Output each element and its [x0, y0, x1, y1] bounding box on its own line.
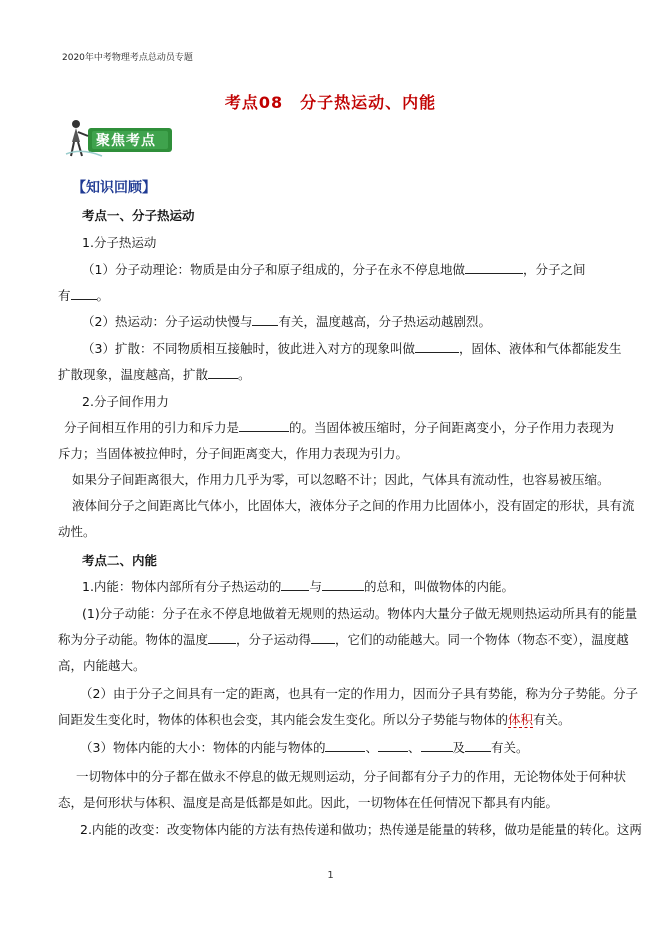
page-title: 考点08 分子热运动、内能 [224, 93, 437, 112]
text-span: ，它们的动能越大。同一个物体（物态不变），温度越 [335, 632, 629, 647]
s1-sub1: 1.分子热运动 [82, 235, 157, 250]
answer-blank [421, 738, 453, 752]
s2-p2-line1: (1)分子动能：分子在永不停息地做着无规则的热运动。物体内大量分子做无规则热运动所具有的能量 [82, 606, 638, 621]
text-span: 分子间相互作用的引力和斥力是 [64, 420, 240, 435]
section-title: 【知识回顾】 [72, 180, 156, 196]
text-span: 1.内能：物体内部所有分子热运动的 [82, 579, 282, 594]
answer-blank [322, 577, 364, 591]
highlighted-term: 体积 [508, 712, 534, 727]
s1-p3-line1 [82, 338, 622, 360]
text-span: 间距发生变化时，物体的体积也会变，其内能会发生变化。所以分子势能与物体的 [58, 712, 509, 727]
s2-p3-line2 [58, 709, 603, 731]
text-span: （1）分子动理论：物质是由分子和原子组成的，分子在永不停息地做 [82, 262, 465, 277]
focus-banner [62, 118, 174, 160]
document-header: 2020年中考物理考点总动员专题 [62, 53, 193, 63]
text-span: 及 [452, 740, 466, 755]
answer-blank [325, 738, 365, 752]
s2-p2-line2 [58, 629, 629, 651]
text-span: 有 [58, 288, 71, 303]
answer-blank [239, 418, 289, 432]
s2-p6: 2.内能的改变：改变物体内能的方法有热传递和做功；热传递是能量的转移，做功是能量的转化。这两 [80, 822, 642, 837]
answer-blank [311, 630, 335, 644]
text-span: ，固体、液体和气体都能发生 [458, 341, 622, 356]
answer-blank [378, 738, 408, 752]
answer-blank [71, 286, 97, 300]
text-span: （2）热运动：分子运动快慢与 [82, 314, 253, 329]
s1-p3-line2 [58, 364, 603, 386]
text-span: 有关。 [491, 740, 529, 755]
text-span: 、 [365, 740, 378, 755]
s2-p4 [80, 737, 625, 759]
text-span: （3）物体内能的大小：物体的内能与物体的 [80, 740, 326, 755]
text-span: 有关，温度越高，分子热运动越剧烈。 [278, 314, 491, 329]
s1-p6-line2: 动性。 [58, 524, 96, 539]
s2-p5-line2: 态，是何形状与体积、温度是高是低都是如此。因此，一切物体在任何情况下都具有内能。 [58, 795, 559, 810]
s2-heading: 考点二、内能 [82, 553, 158, 568]
s1-p5: 如果分子间距离很大，作用力几乎为零，可以忽略不计；因此，气体具有流动性，也容易被压缩。 [72, 472, 610, 487]
text-span: 。 [238, 367, 251, 382]
answer-blank [465, 738, 491, 752]
text-span: 。 [96, 288, 110, 303]
s2-p1 [82, 576, 627, 598]
s1-p4-line2: 斥力；当固体被拉伸时，分子间距离变大，作用力表现为引力。 [58, 446, 409, 461]
s1-heading: 考点一、分子热运动 [82, 208, 195, 223]
text-span: 的。当固体被压缩时，分子间距离变小，分子作用力表现为 [289, 420, 615, 435]
s1-p6-line1: 液体间分子之间距离比气体小，比固体大，液体分子之间的作用力比固体小，没有固定的形状，具有流 [72, 498, 635, 513]
text-span: ，分子运动得 [236, 632, 312, 647]
text-span: （3）扩散：不同物质相互接触时，彼此进入对方的现象叫做 [82, 341, 415, 356]
text-span: 称为分子动能。物体的温度 [58, 632, 209, 647]
s2-p3-line1: （2）由于分子之间具有一定的距离，也具有一定的作用力，因而分子具有势能，称为分子势能。分子 [80, 686, 638, 701]
banner-label: 聚焦考点 [96, 133, 156, 149]
text-span: 、 [407, 740, 421, 755]
answer-blank [415, 339, 459, 353]
s1-p1-line1 [82, 259, 602, 281]
text-span: 与 [309, 579, 322, 594]
s1-sub2: 2.分子间作用力 [82, 394, 169, 409]
text-span: 有关。 [533, 712, 571, 727]
answer-blank [465, 260, 523, 274]
answer-blank [252, 312, 278, 326]
text-span: ，分子之间 [522, 262, 586, 277]
s1-p1-line2 [58, 285, 603, 307]
s2-p2-line3: 高，内能越大。 [58, 658, 146, 673]
text-span: 扩散现象，温度越高，扩散 [58, 367, 209, 382]
answer-blank [281, 577, 309, 591]
s1-p4-line1 [64, 417, 615, 439]
text-span: 的总和，叫做物体的内能。 [363, 579, 514, 594]
s2-p5-line1: 一切物体中的分子都在做永不停息的做无规则运动，分子间都有分子力的作用，无论物体处于何种状 [76, 769, 627, 784]
answer-blank [208, 365, 238, 379]
answer-blank [208, 630, 236, 644]
page-number: 1 [327, 870, 334, 881]
s1-p2 [82, 311, 602, 333]
